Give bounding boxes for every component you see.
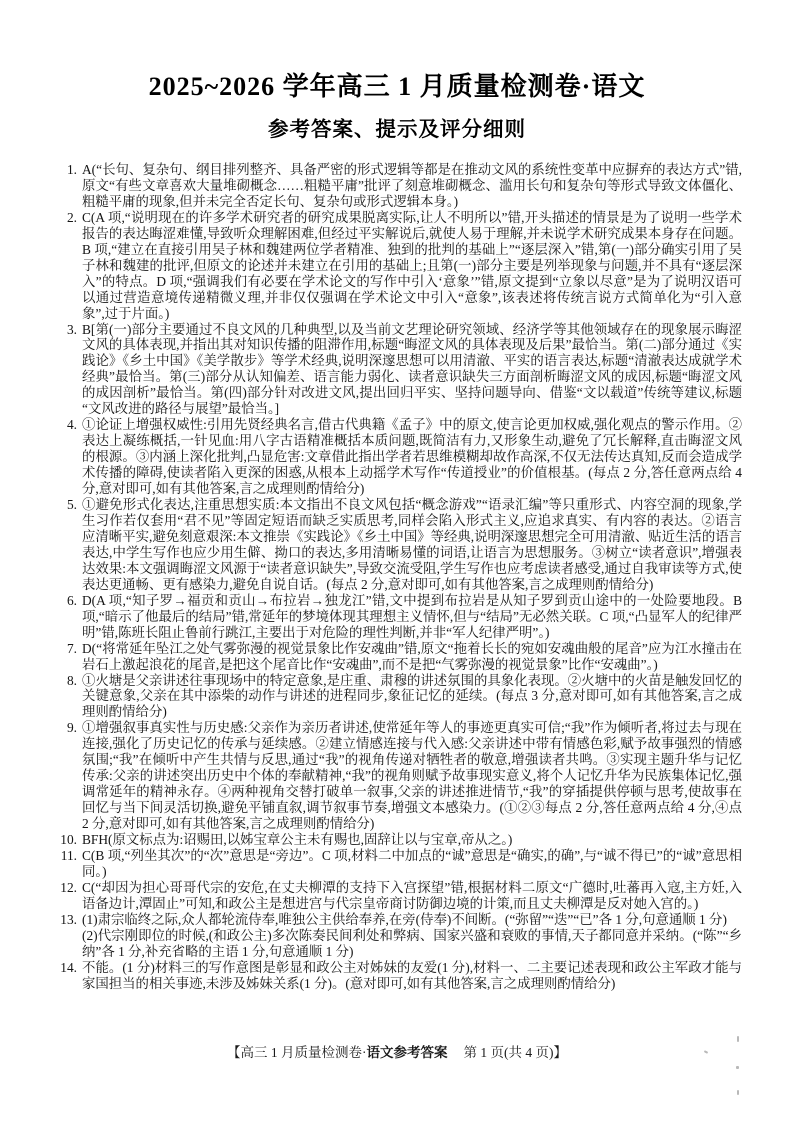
answer-item (56, 673, 742, 721)
answer-list (56, 162, 742, 992)
answer-item (56, 880, 742, 912)
answer-text: D(“将常延年坠江之处气雾弥漫的视觉景象比作安魂曲”错,原文“拖着长长的宛如安魂曲般的尾音”应为江水撞击在岩石上激起浪花的尾音,是把这个尾音比作“安魂曲”,而不是把“气雾弥漫的视觉景象”比作“安魂曲”。) (82, 640, 742, 672)
answer-text: (2)代宗刚即位的时候,(和政公主)多次陈奏民间利处和弊病、国家兴盛和衰败的事情,天子都同意并采纳。(“陈”“乡纳”各 1 分,补充省略的主语 1 分,句意通顺 1 分) (82, 927, 742, 959)
answer-number: 13. (60, 911, 77, 927)
answer-number: 14. (60, 959, 77, 975)
answer-item (56, 912, 742, 960)
answer-item (56, 832, 742, 848)
answer-text: D(A 项,“知子罗→福贡和贡山→布拉岩→独龙江”错,文中提到布拉岩是从知子罗到贡山途中的一处险要地段。B 项,“暗示了他最后的结局”错,常延年的梦境体现其理想主义情怀,但与“结局”无必然关联。C 项,“凸显军人的纪律严明”错,陈班长阻止鲁前行跳江,主要出于对危险的理性判断,并非“军人纪律严明”。) (82, 592, 742, 640)
answer-text: A(“长句、复杂句、纲目排列整齐、具备严密的形式逻辑等都是在推动文风的系统性变革中应摒弃的表达方式”错,原文“有些文章喜欢大量堆砌概念……粗糙平庸”批评了刻意堆砌概念、滥用长句和复杂句等形式导致文体僵化、粗糙平庸的现象,但并未完全否定长句、复杂句或形式逻辑本身。) (82, 162, 742, 209)
answer-number: 8. (66, 672, 77, 688)
page-title: 2025~2026 学年高三 1 月质量检测卷·语文 (148, 72, 646, 101)
answer-number: 2. (66, 209, 77, 225)
scan-artifact (737, 1036, 739, 1042)
footer-prefix: 【高三 1 月质量检测卷· (227, 1045, 367, 1060)
answer-item (56, 162, 742, 210)
page-subtitle: 参考答案、提示及评分细则 (268, 118, 526, 141)
answer-text: C(“却因为担心哥哥代宗的安危,在丈夫柳潭的支持下入宫探望”错,根据材料二原文“广德时,吐蕃再入寇,主方妊,入语备边计,潭固止”可知,和政公主是想进宫与代宗皇帝商讨防御边境的计策,而且丈夫柳潭是反对她入宫的。) (82, 879, 742, 911)
answer-text: B[第(一)部分主要通过不良文风的几种典型,以及当前文艺理论研究领域、经济学等其他领域存在的现象展示晦涩文风的具体表现,并指出其对知识传播的阻滞作用,标题“晦涩文风的具体表现及后果”最恰当。第(二)部分通过《实践论》《乡土中国》《美学散步》等学术经典,说明深邃思想可以用清澈、平实的语言表达,标题“清澈表达成就学术经典”最恰当。第(三)部分从认知偏差、语言能力弱化、读者意识缺失三方面剖析晦涩文风的成因,标题“晦涩文风的成因剖析”最恰当。第(四)部分针对改进文风,提出回归平实、坚持问题导向、借鉴“文以载道”传统等建议,标题“文风改进的路径与展望”最恰当。] (82, 321, 742, 417)
answer-number: 11. (60, 847, 77, 863)
answer-text: (1)肃宗临终之际,众人都轮流侍奉,唯独公主供给奉养,在旁(侍奉)不间断。(“弥留”“迭”“已”各 1 分,句意通顺 1 分) (82, 911, 727, 927)
answer-text: ①论证上增强权威性:引用先贤经典名言,借古代典籍《孟子》中的原文,使言论更加权威,强化观点的警示作用。②表达上凝练概括,一针见血:用八字古语精准概括本质问题,既简洁有力,又形象生动,避免了冗长解释,直击晦涩文风的根源。③内涵上深化批判,凸显危害:文章借此指出学者若思维模糊却故作高深,不仅无法传达真知,反而会造成学术传播的障碍,使读者陷入更深的困惑,从根本上动摇学术写作“传道授业”的价值根基。(每点 2 分,答任意两点给 4 分,意对即可,如有其他答案,言之成理则酌情给分) (82, 417, 742, 497)
answer-number: 3. (66, 321, 77, 337)
answer-number: 10. (60, 832, 77, 848)
scan-artifact (737, 1090, 739, 1095)
answer-item (56, 720, 742, 832)
answer-item (56, 210, 742, 322)
answer-item (56, 417, 742, 497)
answer-number: 4. (66, 417, 77, 433)
answer-item (56, 641, 742, 673)
answer-item (56, 848, 742, 880)
answer-number: 9. (66, 720, 77, 736)
answer-item (56, 960, 742, 992)
answer-text: C(A 项,“说明现在的许多学术研究者的研究成果脱离实际,让人不明所以”错,开头描述的情景是为了说明一些学术报告的表达晦涩难懂,导致听众理解困难,但经过平实解说后,就使人易于理解,并未说学术研究成果本身存在问题。B 项,“建立在直接引用吴子林和魏建两位学者精准、独到的批判的基础上”“逐层深入”错,第(一)部分确实引用了吴子林和魏建的批评,但原文的论述并未建立在引用的基础上;且第(一)部分主要是列举现象与问题,并不具有“逐层深入”的特点。D 项,“强调我们有必要在学术论文的写作中引入‘意象’”错,原文提到“立象以尽意”是为了说明汉语可以通过营造意境传递精微义理,并非仅仅强调在学术论文中引入“意象”,该表述将传统言说方式简单化为“引入意象”,过于片面。) (82, 209, 742, 321)
answer-number: 1. (66, 162, 77, 177)
footer-page-number: 第 1 页(共 4 页)】 (463, 1045, 567, 1060)
answer-text: ①增强叙事真实性与历史感:父亲作为亲历者讲述,使常延年等人的事迹更真实可信;“我”作为倾听者,将过去与现在连接,强化了历史记忆的传承与延续感。②建立情感连接与代入感:父亲讲述中带有情感色彩,赋予故事强烈的情感氛围;“我”在倾听中产生共情与反思,通过“我”的视角传递对牺牲者的敬意,增强读者共鸣。③实现主题升华与记忆传承:父亲的讲述突出历史中个体的奉献精神,“我”的视角则赋予故事现实意义,将个人记忆升华为民族集体记忆,强调常延年的精神永存。④两种视角交替打破单一叙事,父亲的讲述推进情节,“我”的穿插提供停顿与思考,使故事在回忆与当下间灵活切换,避免平铺直叙,调节叙事节奏,增强文本感染力。(①②③每点 2 分,答任意两点给 4 分,④点 2 分,意对即可,如有其他答案,言之成理则酌情给分) (82, 720, 742, 832)
answer-number: 5. (66, 497, 77, 513)
answer-text: BFH(原文标点为:诏赐田,以姊宝章公主未有赐也,固辞让以与宝章,帝从之。) (82, 832, 513, 848)
page-footer (0, 1041, 794, 1061)
answer-item (56, 497, 742, 593)
footer-subject: 语文参考答案 (366, 1045, 448, 1060)
answer-item (56, 593, 742, 641)
answer-number: 6. (66, 592, 77, 608)
answer-text: C(B 项,“列坐其次”的“次”意思是“旁边”。C 项,材料二中加点的“诚”意思是“确实,的确”,与“诚不得已”的“诚”意思相同。) (82, 847, 742, 879)
answer-number: 12. (60, 879, 77, 895)
scan-artifact (736, 1066, 739, 1069)
answer-text: ①火塘是父亲讲述往事现场中的特定意象,是庄重、肃穆的讲述氛围的具象化表现。②火塘中的火苗是触发回忆的关键意象,父亲在其中添柴的动作与讲述的进程同步,象征记忆的延续。(每点 3 分,意对即可,如有其他答案,言之成理则酌情给分) (82, 672, 742, 720)
answer-text: 不能。(1 分)材料三的写作意图是彰显和政公主对姊妹的友爱(1 分),材料一、二主要记述表现和政公主军政才能与家国担当的相关事迹,未涉及姊妹关系(1 分)。(意对即可,如有其他答案,言之成理则酌情给分) (82, 959, 742, 991)
answer-number: 7. (66, 640, 77, 656)
answer-text: ①避免形式化表达,注重思想实质:本文指出不良文风包括“概念游戏”“语录汇编”等只重形式、内容空洞的现象,学生习作若仅套用“君不见”等固定短语而缺乏实质思考,同样会陷入形式主义,应追求真实、有内容的表达。②语言应清晰平实,避免刻意艰深:本文推崇《实践论》《乡土中国》等经典,说明深邃思想完全可用清澈、贴近生活的语言表达,中学生写作也应少用生僻、拗口的表达,多用清晰易懂的词语,让语言为思想服务。③树立“读者意识”,增强表达效果:本文强调晦涩文风源于“读者意识缺失”,导致交流受阻,学生写作也应考虑读者感受,通过自我审读等方式,使表达更通畅、更有感染力,避免自说自话。(每点 2 分,意对即可,如有其他答案,言之成理则酌情给分) (82, 497, 742, 592)
answer-item (56, 322, 742, 418)
